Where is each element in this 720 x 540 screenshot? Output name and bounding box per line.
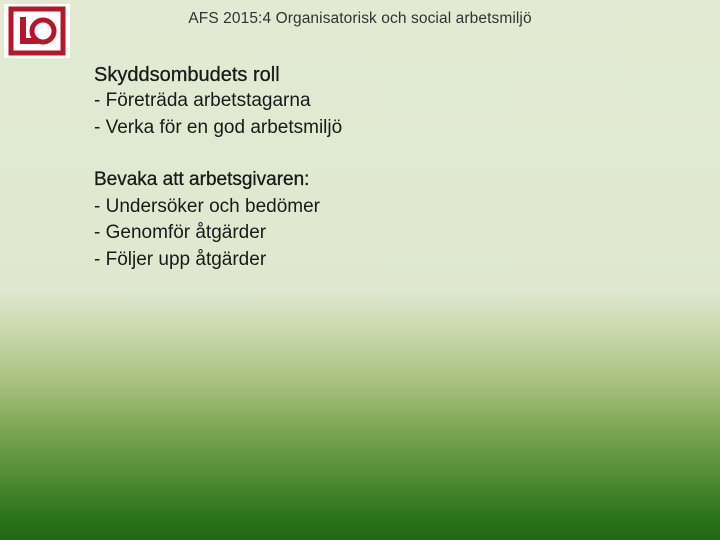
- section-heading-monitor: Bevaka att arbetsgivaren:: [94, 169, 310, 190]
- list-item: - Undersöker och bedömer: [94, 195, 320, 217]
- list-item: - Genomför åtgärder: [94, 222, 267, 243]
- section-heading-role: Skyddsombudets roll: [94, 64, 280, 86]
- page-header-title: AFS 2015:4 Organisatorisk och social arbetsmiljö: [188, 10, 532, 27]
- list-item: - Verka för en god arbetsmiljö: [94, 116, 343, 138]
- slide-content: [94, 62, 654, 273]
- list-item: - Följer upp åtgärder: [94, 248, 267, 270]
- list-item: - Företräda arbetstagarna: [94, 90, 311, 111]
